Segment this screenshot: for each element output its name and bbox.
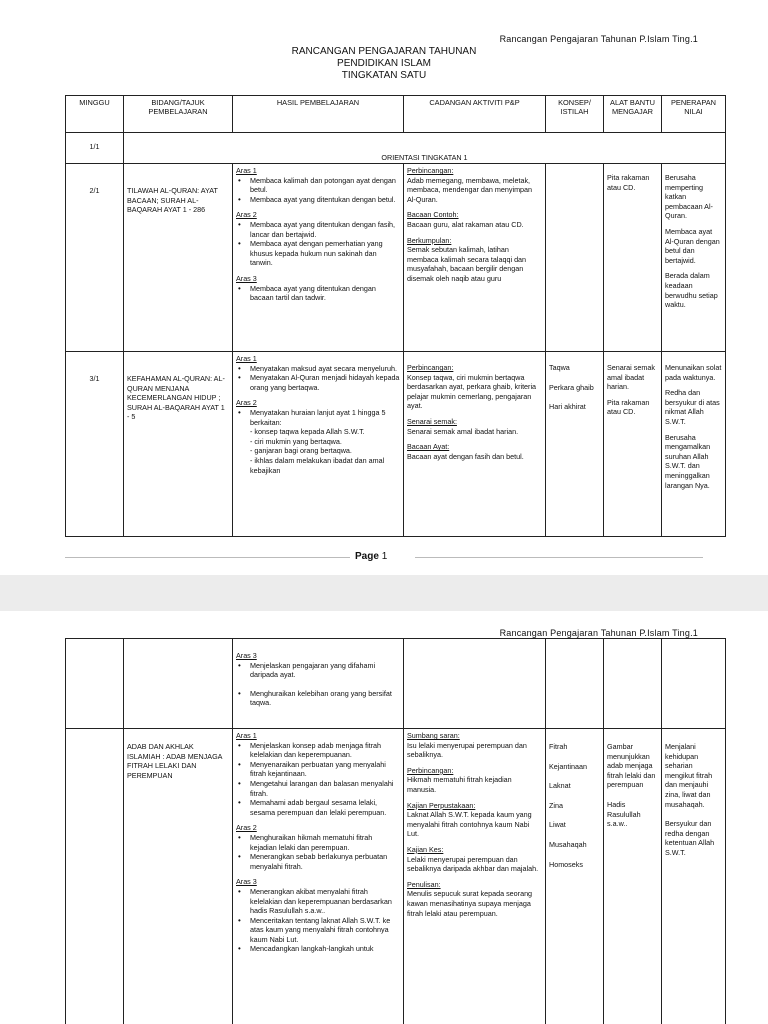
page-2 — [0, 611, 768, 1024]
activity-label: Kajian Kes: — [407, 844, 444, 854]
list-item: • Menghuraikan kelebihan orang yang bersifat taqwa. — [250, 689, 400, 708]
minggu-cell — [66, 639, 124, 729]
list-item: • Membaca kalimah dan potongan ayat dengan betul. — [250, 176, 400, 195]
aras-list — [236, 220, 400, 268]
activity-label: Bacaan Ayat: — [407, 442, 450, 452]
activity-text: Senarai semak amal ibadat harian. — [407, 426, 519, 436]
activity-text: Bacaan guru, alat rakaman atau CD. — [407, 219, 524, 229]
list-item: • Menceritakan tentang laknat Allah S.W.T. ke atas kaum yang menyalahi fitrah contohnya kaum Nabi Lut. — [250, 916, 400, 945]
activity-text: Semak sebutan kalimah, latihan membaca kalimah secara talaqqi dan musyafahah, bacaan bergilir dengan disemak oleh naqib atau guru — [407, 245, 527, 283]
hasil-cell — [233, 729, 404, 1024]
nilai-text: Berada dalam keadaan berwudhu setiap waktu. — [665, 271, 718, 310]
konsep-cell — [546, 729, 604, 1024]
konsep-cell — [546, 639, 604, 729]
aras-list — [236, 887, 400, 954]
list-item: • Mengetahui larangan dan balasan menyalahi fitrah. — [250, 779, 400, 798]
aras-label: Aras 1 — [236, 354, 257, 363]
list-item: • Membaca ayat yang ditentukan dengan bacaan tartil dan tadwir. — [250, 284, 400, 303]
aras-label: Aras 1 — [236, 731, 257, 740]
running-header: Rancangan Pengajaran Tahunan P.Islam Ting.1 — [499, 34, 698, 44]
orientation-cell: ORIENTASI TINGKATAN 1 — [124, 133, 726, 164]
konsep-text: Taqwa — [549, 363, 570, 372]
alat-text: Senarai semak amal ibadat harian. — [607, 363, 655, 392]
activity-label: Perbincangan: — [407, 363, 454, 372]
list-item: • Menjelaskan konsep adab menjaga fitrah kelelakian dan keperempuanan. — [250, 741, 400, 760]
plan-table-continued — [65, 638, 726, 1024]
list-item: • Menyatakan maksud ayat secara menyeluruh. — [250, 364, 400, 374]
aras-list — [236, 833, 400, 871]
konsep-cell — [546, 352, 604, 537]
minggu-cell: 1/1 — [66, 133, 124, 164]
list-item: • Menyatakan Al-Quran menjadi hidayah kepada orang yang bertaqwa. — [250, 373, 400, 392]
konsep-text: Laknat — [549, 781, 571, 791]
list-item: • Membaca ayat yang ditentukan dengan betul. — [250, 195, 400, 205]
nilai-text: Menjalani kehidupan seharian mengikut fitrah dan menjauhi zina, liwat dan musahaqah. — [665, 742, 713, 809]
aras-list — [236, 176, 400, 205]
activity-text: Bacaan ayat dengan fasih dan betul. — [407, 451, 524, 461]
sub-item: - ganjaran bagi orang bertaqwa. — [250, 446, 352, 456]
aras-list — [236, 741, 400, 818]
alat-text: Gambar menunjukkan adab menjaga fitrah lelaki dan perempuan — [607, 742, 656, 790]
col-konsep: KONSEP/ ISTILAH — [546, 96, 604, 133]
table-row — [66, 352, 726, 537]
table-row — [66, 133, 726, 164]
table-row — [66, 729, 726, 1024]
list-item: • Memahami adab bergaul sesama lelaki, sesama perempuan dan lelaki perempuan. — [250, 798, 400, 817]
activity-text: Konsep taqwa, ciri mukmin bertaqwa berdasarkan ayat, perkara ghaib, kriteria pelajar mukmin cemerlang, pengajaran ayat. — [407, 372, 537, 411]
col-alat: ALAT BANTU MENGAJAR — [604, 96, 662, 133]
list-item: • Menyatakan huraian lanjut ayat 1 hingga 5 berkaitan: — [250, 408, 400, 427]
aras-label: Aras 2 — [236, 823, 257, 833]
konsep-text: Musahaqah — [549, 839, 587, 849]
aras-list — [236, 364, 400, 393]
activity-label: Sumbang saran: — [407, 731, 460, 740]
plan-table — [65, 95, 726, 537]
list-item: • Menyenaraikan perbuatan yang menyalahi fitrah kejantinaan. — [250, 760, 400, 779]
sub-item: - konsep taqwa kepada Allah S.W.T. — [250, 427, 365, 437]
table-row — [66, 639, 726, 729]
activity-text: Hikmah mematuhi fitrah kejadian manusia. — [407, 775, 512, 794]
table-row — [66, 164, 726, 352]
list-item: • Membaca ayat dengan pemerhatian yang khusus kepada hukum nun sakinah dan tanwin. — [250, 239, 400, 268]
minggu-cell: 2/1 — [66, 164, 124, 352]
alat-cell — [604, 729, 662, 1024]
nilai-text: Berusaha mengamalkan suruhan Allah S.W.T. dan meninggalkan larangan Nya. — [665, 432, 711, 490]
list-item: • Mencadangkan langkah-langkah untuk — [250, 944, 400, 954]
konsep-text: Hari akhirat — [549, 402, 586, 412]
aras-label: Aras 2 — [236, 210, 257, 220]
aras-list — [236, 408, 400, 427]
aras-label: Aras 2 — [236, 398, 257, 408]
activity-text: Isu lelaki menyerupai perempuan dan sebaliknya. — [407, 740, 527, 760]
bidang-cell: ADAB DAN AKHLAK ISLAMIAH : ADAB MENJAGA FITRAH LELAKI DAN PEREMPUAN — [124, 729, 233, 1024]
list-item: • Menerangkan akibat menyalahi fitrah kelelakian dan keperempuanan berdasarkan hadis Rasulullah s.a.w.. — [250, 887, 400, 916]
nilai-text: Redha dan bersyukur di atas nikmat Allah S.W.T. — [665, 388, 720, 426]
cadangan-cell — [404, 352, 546, 537]
bidang-cell: TILAWAH AL-QURAN: AYAT BACAAN; SURAH AL-BAQARAH AYAT 1 - 286 — [124, 164, 233, 352]
sub-item: - ikhlas dalam melakukan ibadat dan amal kebajikan — [250, 455, 385, 475]
nilai-text: Berusaha memperting katkan pembacaan Al-Quran. — [665, 173, 713, 221]
aras-label: Aras 3 — [236, 651, 257, 660]
konsep-text: Kejantinaan — [549, 761, 587, 771]
list-item: • Menjelaskan pengajaran yang difahami daripada ayat. — [250, 661, 400, 680]
col-minggu: MINGGU — [66, 96, 124, 133]
alat-text: Pita rakaman atau CD. — [607, 397, 650, 417]
activity-label: Perbincangan: — [407, 765, 454, 775]
hasil-cell — [233, 164, 404, 352]
nilai-cell — [662, 164, 726, 352]
konsep-text: Homoseks — [549, 859, 583, 869]
list-item: • Menghuraikan hikmah mematuhi fitrah kejadian lelaki dan perempuan. — [250, 833, 400, 852]
konsep-text: Liwat — [549, 820, 566, 830]
alat-cell — [604, 352, 662, 537]
konsep-text: Zina — [549, 800, 563, 810]
list-item: • Membaca ayat yang ditentukan dengan fasih, lancar dan bertajwid. — [250, 220, 400, 239]
bidang-cell: KEFAHAMAN AL-QURAN: AL-QURAN MENJANA KECEMERLANGAN HIDUP ; SURAH AL-BAQARAH AYAT 1 - 5 — [124, 352, 233, 537]
activity-label: Penulisan: — [407, 879, 441, 889]
activity-text: Laknat Allah S.W.T. kepada kaum yang menyalahi fitrah contohnya kaum Nabi Lut. — [407, 810, 532, 839]
table-header-row — [66, 96, 726, 133]
hasil-cell — [233, 352, 404, 537]
activity-text: Adab memegang, membawa, meletak, membaca, mendengar dan menyimpan Al-Quran. — [407, 175, 533, 204]
nilai-text: Menunaikan solat pada waktunya. — [665, 363, 722, 382]
alat-text: Hadis Rasulullah s.a.w.. — [607, 799, 641, 829]
activity-text: Menulis sepucuk surat kepada seorang kawan menasihatinya supaya menjaga fitrah lelaki atau perempuan. — [407, 889, 533, 918]
activity-label: Kajian Perpustakaan: — [407, 800, 476, 810]
running-header: Rancangan Pengajaran Tahunan P.Islam Ting.1 — [499, 628, 698, 638]
activity-label: Bacaan Contoh: — [407, 210, 459, 220]
list-item: • Menerangkan sebab berlakunya perbuatan menyalahi fitrah. — [250, 852, 400, 871]
bidang-cell — [124, 639, 233, 729]
cadangan-cell — [404, 639, 546, 729]
activity-label: Senarai semak: — [407, 416, 457, 426]
col-penerapan: PENERAPAN NILAI — [662, 96, 726, 133]
minggu-cell: 3/1 — [66, 352, 124, 537]
minggu-cell — [66, 729, 124, 1024]
konsep-cell — [546, 164, 604, 352]
konsep-text: Fitrah — [549, 742, 568, 751]
aras-list — [236, 661, 400, 708]
col-cadangan: CADANGAN AKTIVITI P&P — [404, 96, 546, 133]
aras-label: Aras 3 — [236, 273, 257, 283]
activity-text: Lelaki menyerupai perempuan dan sebaliknya daripada akhbar dan majalah. — [407, 854, 539, 874]
nilai-text: Bersyukur dan redha dengan ketentuan Allah S.W.T. — [665, 819, 715, 857]
cadangan-cell — [404, 729, 546, 1024]
doc-title-line2: PENDIDIKAN ISLAM — [337, 58, 431, 69]
activity-label: Perbincangan: — [407, 166, 454, 175]
col-hasil: HASIL PEMBELAJARAN — [233, 96, 404, 133]
nilai-cell — [662, 639, 726, 729]
alat-cell: Pita rakaman atau CD. — [604, 164, 662, 352]
hasil-cell — [233, 639, 404, 729]
page-number-label: Page 1 — [355, 551, 388, 562]
nilai-text: Membaca ayat Al-Quran dengan betul dan bertajwid. — [665, 226, 720, 265]
doc-title-line3: TINGKATAN SATU — [341, 70, 427, 81]
alat-cell — [604, 639, 662, 729]
cadangan-cell — [404, 164, 546, 352]
activity-label: Berkumpulan: — [407, 235, 452, 245]
aras-label: Aras 3 — [236, 877, 257, 887]
aras-label: Aras 1 — [236, 166, 257, 175]
col-bidang: BIDANG/TAJUK PEMBELAJARAN — [124, 96, 233, 133]
doc-title-line1: RANCANGAN PENGAJARAN TAHUNAN — [291, 46, 477, 57]
nilai-cell — [662, 729, 726, 1024]
nilai-cell — [662, 352, 726, 537]
sub-item: - ciri mukmin yang bertaqwa. — [250, 436, 342, 446]
konsep-text: Perkara ghaib — [549, 382, 594, 392]
aras-list — [236, 284, 400, 303]
